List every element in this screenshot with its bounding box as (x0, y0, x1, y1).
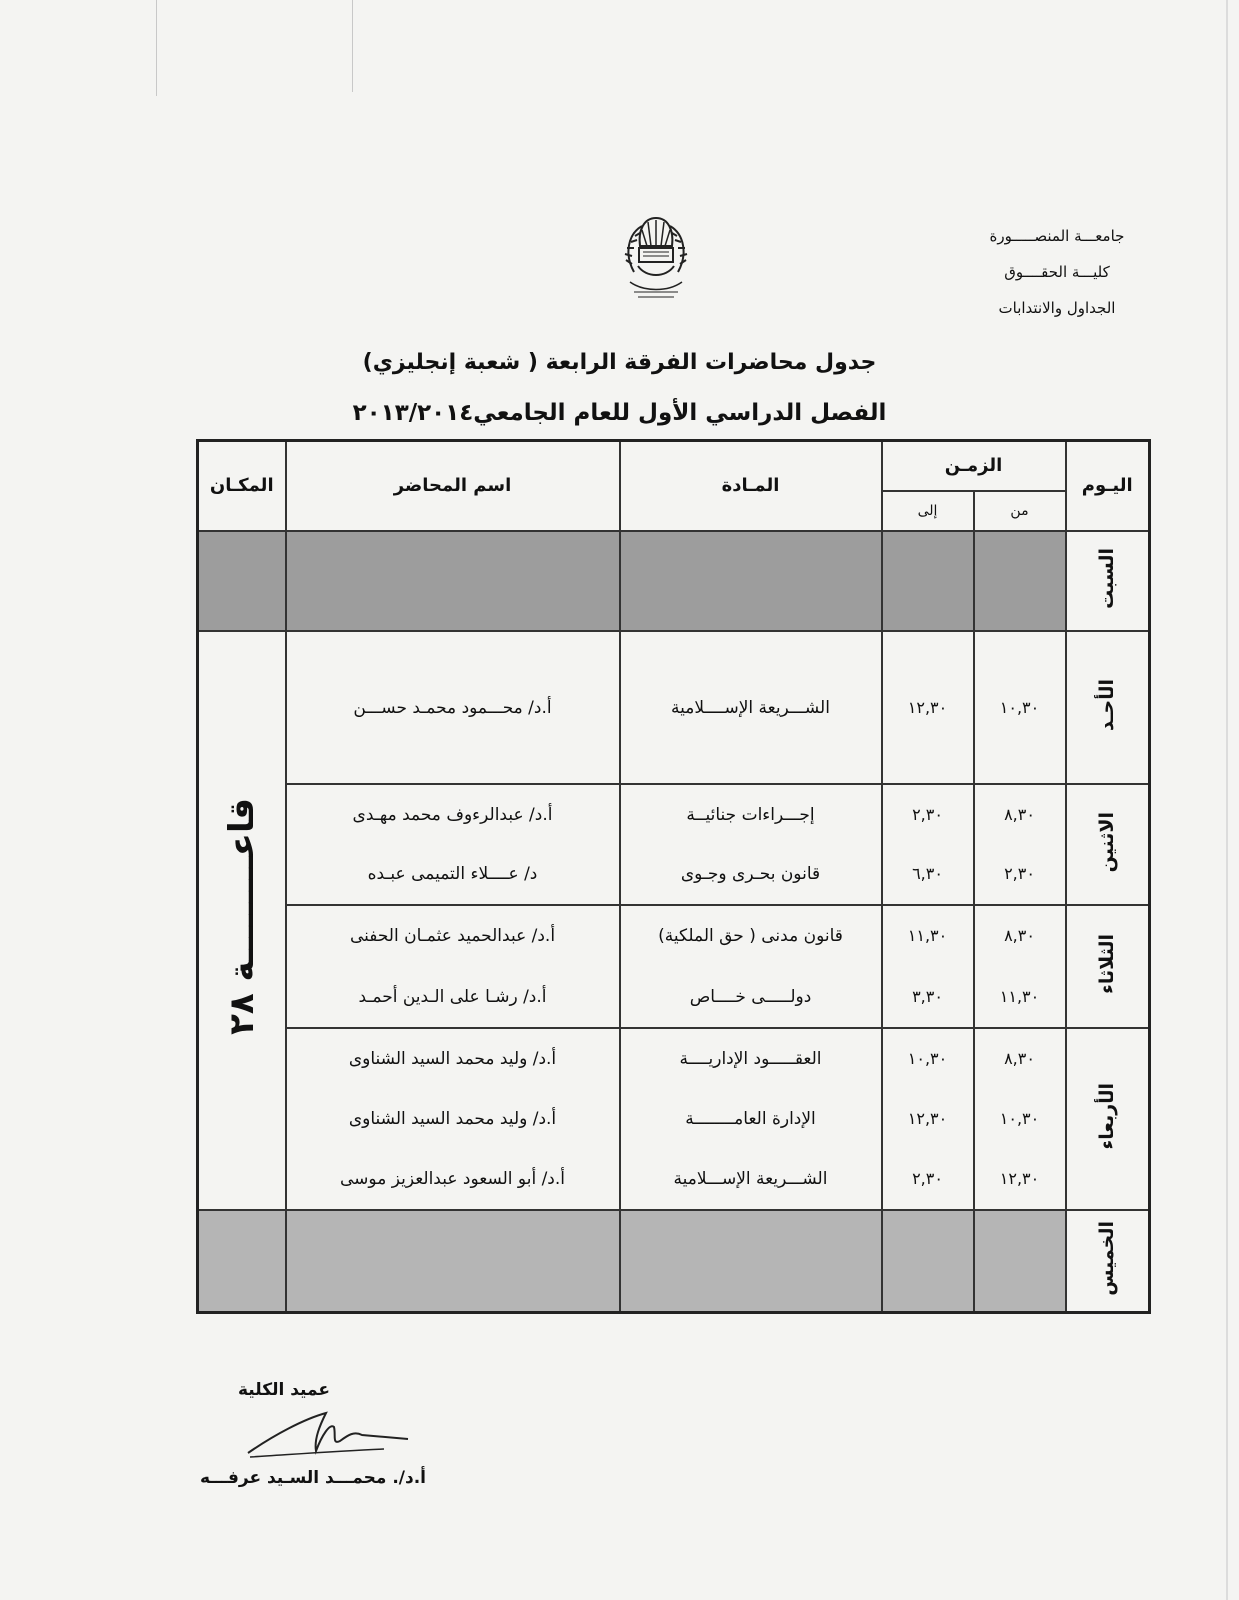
place-value: قاعـــــــــة ٢٨ (221, 797, 262, 1035)
subject: العقـــــود الإداريــــة (679, 1048, 822, 1069)
lecturer-cell (286, 631, 620, 785)
subject: دولـــــى خــــاص (689, 986, 812, 1007)
scan-mark (1226, 0, 1228, 1600)
day-cell (1066, 784, 1150, 905)
header-subject: المـادة (620, 441, 882, 531)
subject-cell (620, 1028, 882, 1210)
time-from: ٨,٣٠ (1004, 926, 1035, 946)
header-from: من (974, 491, 1066, 531)
time-to: ١٠,٣٠ (907, 1048, 948, 1068)
header-lecturer: اسم المحاضر (286, 441, 620, 531)
empty-cell (286, 1210, 620, 1312)
scan-mark (352, 0, 353, 92)
time-from-cell (974, 905, 1066, 1028)
header-time: الزمـن (882, 441, 1066, 491)
university-emblem-icon (620, 212, 692, 304)
time-to-cell (882, 1028, 974, 1210)
lecturer: أ.د/ أبو السعود عبدالعزيز موسى (340, 1169, 565, 1190)
lecturer-cell (286, 1028, 620, 1210)
time-to: ١٢,٣٠ (907, 697, 948, 717)
lecturer: أ.د/ وليد محمد السيد الشناوى (348, 1109, 557, 1129)
day-name: الاثنين (1096, 812, 1119, 873)
table-header-row (198, 441, 1150, 491)
lecturer: أ.د/ محـــمود محمـد حســـن (353, 697, 552, 718)
time-from: ١٠,٣٠ (999, 1109, 1040, 1128)
time-from-cell (974, 784, 1066, 905)
empty-cell (620, 531, 882, 631)
institution-header (957, 218, 1157, 326)
subject-cell (620, 905, 882, 1028)
table-row (198, 784, 1150, 905)
time-to: ٦,٣٠ (912, 864, 943, 884)
day-cell (1066, 631, 1150, 785)
day-name: الأربعاء (1096, 1083, 1119, 1150)
table-row (198, 905, 1150, 1028)
table-row (198, 531, 1150, 631)
faculty-name: كليـــة الحقــــوق (1004, 263, 1110, 281)
empty-cell (198, 531, 286, 631)
semester-title: الفصل الدراسي الأول للعام الجامعي٢٠١٣/٢٠١٤ (352, 400, 887, 426)
time-from: ٨,٣٠ (1004, 1048, 1035, 1068)
lecturer: أ.د/ عبدالحميد عثمـان الحفنى (349, 926, 556, 947)
time-from-cell (974, 631, 1066, 785)
table-row (198, 631, 1150, 785)
time-from: ١٢,٣٠ (999, 1169, 1040, 1189)
lecturer: أ.د/ رشـا على الـدين أحمـد (358, 986, 547, 1007)
time-from: ١١,٣٠ (999, 986, 1040, 1006)
header-day: اليـوم (1066, 441, 1150, 531)
subject: قانون مدنى ( حق الملكية) (658, 926, 843, 947)
university-name: جامعـــة المنصـــــورة (989, 227, 1125, 245)
scan-mark (156, 0, 157, 96)
time-to: ٢,٣٠ (912, 1169, 943, 1189)
empty-cell (974, 531, 1066, 631)
day-cell (1066, 905, 1150, 1028)
day-name: الأحـد (1096, 679, 1119, 732)
subject-cell (620, 784, 882, 905)
day-cell (1066, 1210, 1150, 1312)
subject: قانون بحـرى وجـوى (680, 864, 821, 885)
time-to-cell (882, 631, 974, 785)
time-to: ٢,٣٠ (912, 805, 943, 825)
empty-cell (882, 1210, 974, 1312)
subject-cell (620, 631, 882, 785)
empty-cell (198, 1210, 286, 1312)
header-place: المكـان (198, 441, 286, 531)
lecturer: د/ عــــلاء التميمى عبـده (367, 864, 538, 885)
empty-cell (882, 531, 974, 631)
time-to: ١١,٣٠ (907, 926, 948, 946)
time-from: ٨,٣٠ (1004, 805, 1035, 825)
dean-name: أ.د/. محمـــد السـيد عرفـــه (200, 1468, 426, 1488)
time-to-cell (882, 905, 974, 1028)
subject: الشـــريعة الإســــلامية (671, 697, 830, 718)
day-cell (1066, 531, 1150, 631)
lecturer-cell (286, 905, 620, 1028)
schedule-title: جدول محاضرات الفرقة الرابعة ( شعبة إنجليزي) (362, 350, 877, 375)
empty-cell (620, 1210, 882, 1312)
time-to: ١٢,٣٠ (907, 1109, 948, 1128)
subject: الإدارة العامــــــــة (685, 1109, 816, 1129)
subject: الشـــريعة الإســـلامية (673, 1169, 828, 1190)
department-name: الجداول والانتدابات (998, 299, 1116, 317)
time-from: ١٠,٣٠ (999, 697, 1040, 717)
time-to-cell (882, 784, 974, 905)
time-to: ٣,٣٠ (912, 986, 943, 1006)
dean-title: عميد الكلية (238, 1380, 330, 1400)
time-from-cell (974, 1028, 1066, 1210)
empty-cell (286, 531, 620, 631)
time-from: ٢,٣٠ (1004, 864, 1035, 884)
day-name: الثلاثاء (1096, 934, 1119, 994)
table-row (198, 1028, 1150, 1210)
header-to: إلى (882, 491, 974, 531)
lecturer-cell (286, 784, 620, 905)
empty-cell (974, 1210, 1066, 1312)
subject: إجـــراءات جنائيــة (686, 805, 815, 826)
day-name: الخميس (1096, 1221, 1119, 1296)
day-name: السبت (1096, 547, 1119, 609)
table-row (198, 1210, 1150, 1312)
place-cell (198, 631, 286, 1210)
day-cell (1066, 1028, 1150, 1210)
handwritten-signature-icon (244, 1405, 412, 1467)
lecturer: أ.د/ عبدالرءوف محمد مهـدى (352, 805, 553, 826)
schedule-table (196, 439, 1151, 1314)
lecturer: أ.د/ وليد محمد السيد الشناوى (348, 1048, 557, 1069)
